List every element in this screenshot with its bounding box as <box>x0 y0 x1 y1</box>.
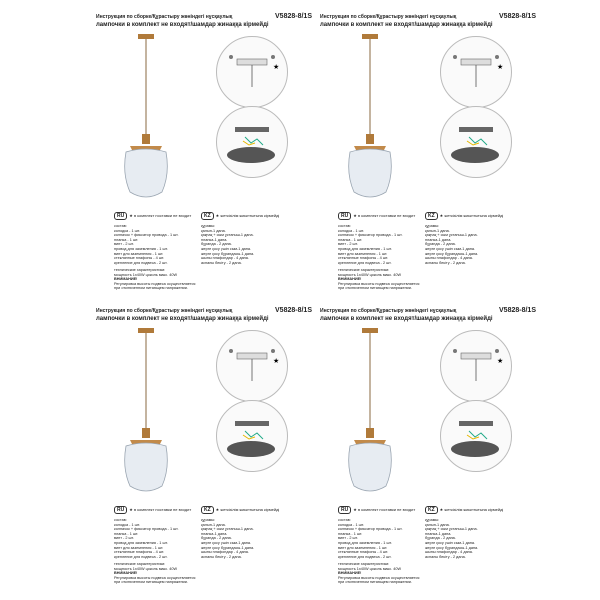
mounting-bracket-diagram <box>440 330 512 402</box>
ru-legend-text: в комплект поставки не входит <box>133 507 192 512</box>
kz-item: планка-1 дана. <box>201 237 228 242</box>
kz-composition <box>201 224 254 265</box>
ru-composition: состав: колодка - 1 шт. колпачок + фиксатор провода - 1 шт. планка - 1 шт. винт - 2 шт. провод для заземления - 1 шт. винт для заземления - 1 шт. стеклянные плафоны - 4 шт. крепление для подвеса - 2 шт. <box>338 224 403 265</box>
wiring-diagram <box>216 106 288 178</box>
ru-legend-text: в комплект поставки не входит <box>357 213 416 218</box>
kz-composition: құрамы: қалып-1 дана. қақпақ + сым ұстағыш-1 дана. планка-1 дана. бұранда - 2 дана. жерге қосу үшін сым-1 дана. жерге қосу бұрандасы-1 дана. шыны плафондар - 4 дана. аспалы бекіту - 2 дана. <box>201 518 255 559</box>
pendant-lamp-illustration <box>116 328 176 498</box>
kz-item: жерге қосу үшін сым-1 дана. <box>201 246 252 251</box>
ru-badge: RU <box>338 212 351 220</box>
kz-legend <box>201 506 279 514</box>
header-subtitle: лампочки в комплект не входят/шамдар жинаққа кірмейді <box>320 22 493 28</box>
ru-badge: RU <box>114 212 127 220</box>
ru-tech-specs: технические характеристики: мощность 1х40W цоколь макс. 40W ВНИМАНИЕ! Регулировка высоты подвеса осуществляется при отключенном питающем напряжении. <box>338 562 420 585</box>
ru-legend-text: в комплект поставки не входит <box>357 507 416 512</box>
ru-legend-text: в комплект поставки не входит <box>133 213 192 218</box>
header-title: Инструкция по сборке/Құрастыру жөніндегі нұсқаулық <box>320 308 457 314</box>
ru-composition: состав: колодка - 1 шт. колпачок + фиксатор провода - 1 шт. планка - 1 шт. винт - 2 шт. провод для заземления - 1 шт. винт для заземления - 1 шт. стеклянные плафоны - 4 шт. крепление для подвеса - 2 шт. <box>338 518 403 559</box>
model-number: V5828-8/1S <box>499 13 536 20</box>
star-icon: ★ <box>215 507 220 512</box>
kz-legend <box>201 212 279 220</box>
model-number: V5828-8/1S <box>275 307 312 314</box>
kz-composition-title: құрамы: <box>201 224 216 228</box>
ru-item: крепление для подвеса - 2 шт. <box>114 260 168 265</box>
ru-tech-specs: технические характеристики: мощность 1х40W цоколь макс. 40W ВНИМАНИЕ! Регулировка высоты подвеса осуществляется при отключенном питающем напряжении. <box>338 268 420 291</box>
ru-badge: RU <box>338 506 351 514</box>
header-subtitle: лампочки в комплект не входят/шамдар жинаққа кірмейді <box>96 22 269 28</box>
header-subtitle: лампочки в комплект не входят/шамдар жинаққа кірмейді <box>320 316 493 322</box>
mounting-bracket-diagram <box>216 36 288 108</box>
header-title: Инструкция по сборке/Құрастыру жөніндегі нұсқаулық <box>96 14 233 20</box>
kz-legend-text: жеткізілім жиынтығына кірмейді <box>444 213 504 218</box>
wiring-diagram <box>440 106 512 178</box>
kz-item: шыны плафондар - 4 дана. <box>201 256 249 261</box>
kz-item: жерге қосу бұрандасы-1 дана. <box>201 251 255 256</box>
svg-text:★: ★ <box>497 64 504 71</box>
ru-legend <box>114 506 191 514</box>
model-number: V5828-8/1S <box>275 13 312 20</box>
pendant-lamp-illustration <box>340 328 400 498</box>
star-icon: ★ <box>215 213 220 218</box>
instruction-panel-top-right <box>320 14 536 304</box>
ru-legend <box>338 506 415 514</box>
kz-legend-text: жеткізілім жиынтығына кірмейді <box>220 507 280 512</box>
wiring-diagram <box>216 400 288 472</box>
instruction-panel-bottom-left <box>96 308 312 598</box>
mounting-bracket-diagram <box>216 330 288 402</box>
ru-item: провод для заземления - 1 шт. <box>114 246 168 251</box>
ru-item: колодка - 1 шт. <box>114 228 141 233</box>
header-title: Инструкция по сборке/Құрастыру жөніндегі нұсқаулық <box>96 308 233 314</box>
ru-item: планка - 1 шт. <box>114 237 139 242</box>
kz-item: қақпақ + сым ұстағыш-1 дана. <box>201 233 254 238</box>
ru-composition <box>114 224 179 265</box>
instruction-panel-top-left <box>96 14 312 304</box>
pendant-lamp-illustration <box>116 34 176 204</box>
ru-item: колпачок + фиксатор провода - 1 шт. <box>114 233 179 238</box>
kz-badge: KZ <box>201 212 214 220</box>
star-icon: ★ <box>353 213 357 218</box>
wiring-diagram <box>440 400 512 472</box>
ru-composition-title: состав: <box>114 224 127 228</box>
ru-item: стеклянные плафоны - 4 шт. <box>114 256 165 261</box>
kz-badge: KZ <box>201 506 214 514</box>
kz-item: бұранда - 2 дана. <box>201 242 232 247</box>
header-subtitle: лампочки в комплект не входят/шамдар жинаққа кірмейді <box>96 316 269 322</box>
ru-composition: состав: колодка - 1 шт. колпачок + фиксатор провода - 1 шт. планка - 1 шт. винт - 2 шт. провод для заземления - 1 шт. винт для заземления - 1 шт. стеклянные плафоны - 4 шт. крепление для подвеса - 2 шт. <box>114 518 179 559</box>
svg-text:★: ★ <box>273 358 280 365</box>
kz-composition: құрамы: қалып-1 дана. қақпақ + сым ұстағыш-1 дана. планка-1 дана. бұранда - 2 дана. жерге қосу үшін сым-1 дана. жерге қосу бұрандасы-1 дана. шыны плафондар - 4 дана. аспалы бекіту - 2 дана. <box>425 518 479 559</box>
kz-legend-text: жеткізілім жиынтығына кірмейді <box>220 213 280 218</box>
model-number: V5828-8/1S <box>499 307 536 314</box>
ru-item: винт для заземления - 1 шт. <box>114 251 164 256</box>
ru-legend <box>114 212 191 220</box>
kz-badge: KZ <box>425 212 438 220</box>
kz-item: қалып-1 дана. <box>201 228 226 233</box>
kz-legend-text: жеткізілім жиынтығына кірмейді <box>444 507 504 512</box>
kz-item: аспалы бекіту - 2 дана. <box>201 260 242 265</box>
kz-composition: құрамы: қалып-1 дана. қақпақ + сым ұстағыш-1 дана. планка-1 дана. бұранда - 2 дана. жерге қосу үшін сым-1 дана. жерге қосу бұрандасы-1 дана. шыны плафондар - 4 дана. аспалы бекіту - 2 дана. <box>425 224 479 265</box>
star-icon: ★ <box>439 213 444 218</box>
ru-tech-specs: технические характеристики: мощность 1х40W цоколь макс. 40W ВНИМАНИЕ! Регулировка высоты подвеса осуществляется при отключенном питающем напряжении. <box>114 268 196 291</box>
pendant-lamp-illustration <box>340 34 400 204</box>
svg-text:★: ★ <box>497 358 504 365</box>
kz-legend <box>425 212 503 220</box>
ru-tech-specs: технические характеристики: мощность 1х40W цоколь макс. 40W ВНИМАНИЕ! Регулировка высоты подвеса осуществляется при отключенном питающем напряжении. <box>114 562 196 585</box>
mounting-bracket-diagram <box>440 36 512 108</box>
ru-legend <box>338 212 415 220</box>
star-icon: ★ <box>129 213 133 218</box>
kz-legend <box>425 506 503 514</box>
star-icon: ★ <box>129 507 133 512</box>
instruction-panel-bottom-right <box>320 308 536 598</box>
ru-item: винт - 2 шт. <box>114 242 134 247</box>
star-icon: ★ <box>439 507 444 512</box>
ru-badge: RU <box>114 506 127 514</box>
star-icon: ★ <box>353 507 357 512</box>
header-title: Инструкция по сборке/Құрастыру жөніндегі нұсқаулық <box>320 14 457 20</box>
kz-badge: KZ <box>425 506 438 514</box>
svg-text:★: ★ <box>273 64 280 71</box>
